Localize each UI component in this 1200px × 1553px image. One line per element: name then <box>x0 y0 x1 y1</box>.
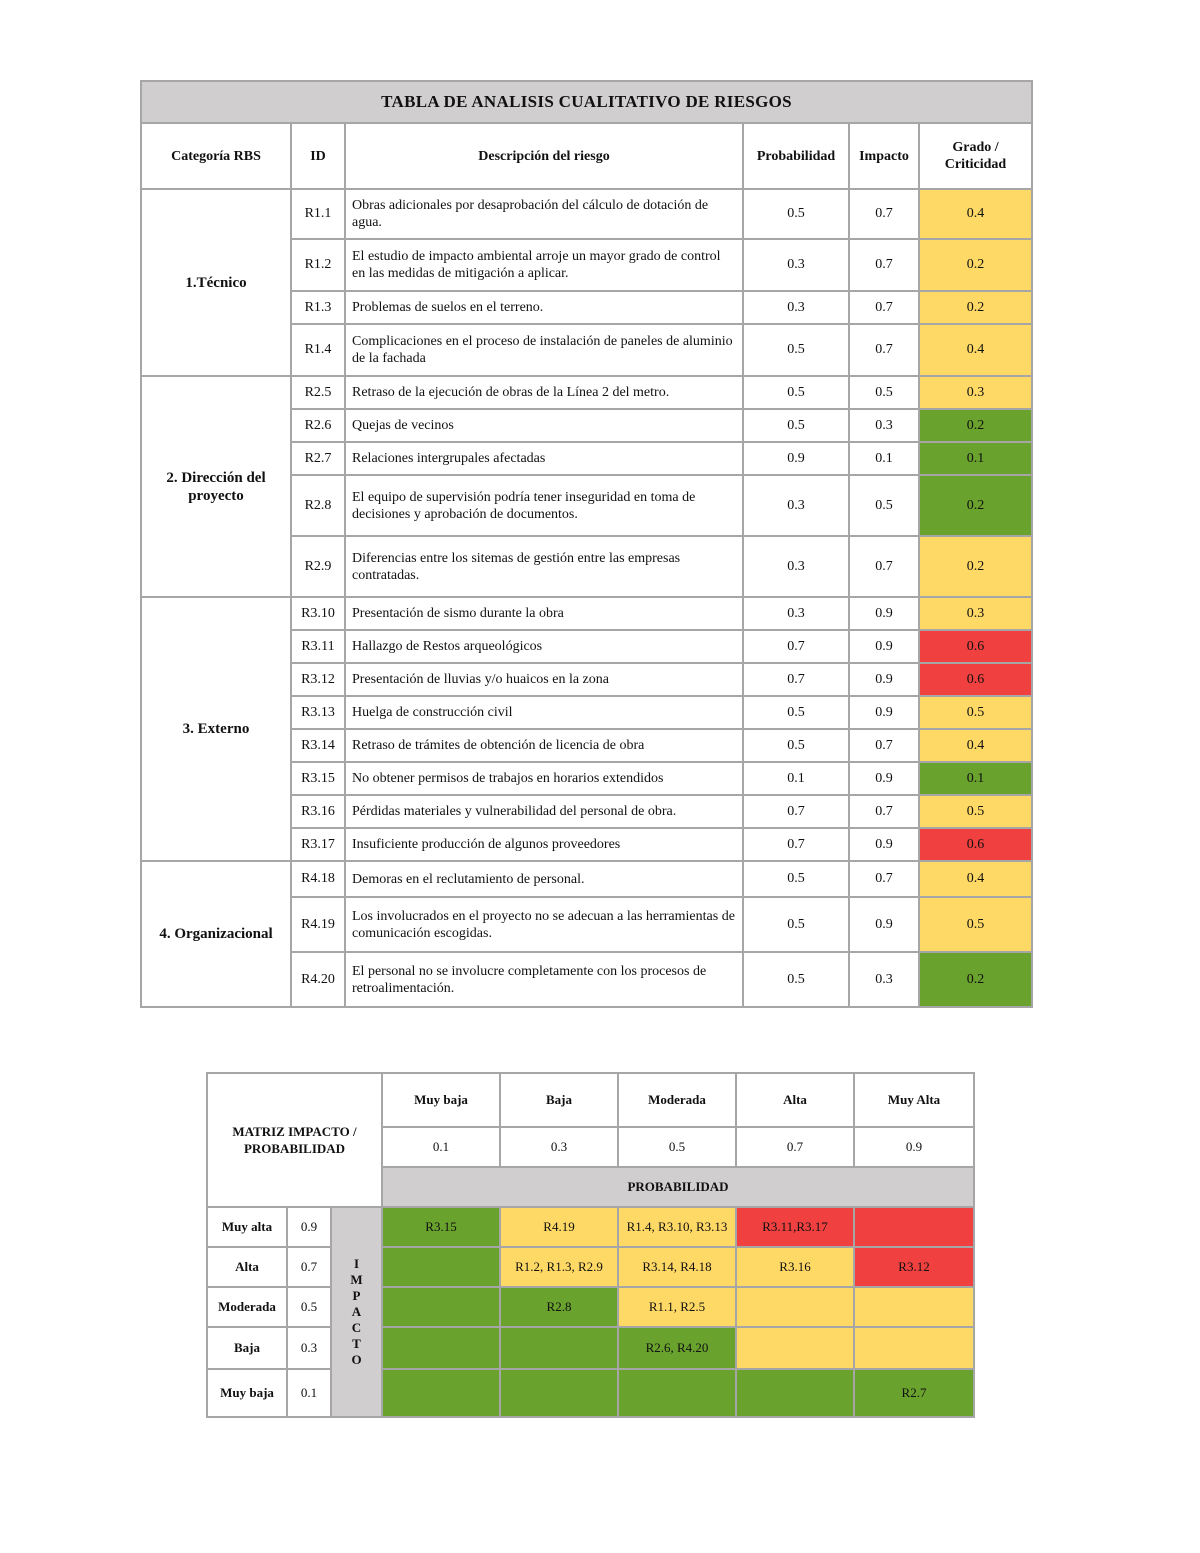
matrix-cell: R2.6, R4.20 <box>618 1327 736 1369</box>
risk-probability: 0.5 <box>743 729 849 762</box>
category-externo: 3. Externo <box>141 597 291 861</box>
impact-axis-letter: M <box>350 1272 363 1287</box>
matrix-cell <box>618 1369 736 1417</box>
risk-row <box>141 597 1032 630</box>
prob-value-muy-alta: 0.9 <box>854 1127 974 1167</box>
matrix-cell <box>854 1327 974 1369</box>
risk-probability: 0.3 <box>743 536 849 597</box>
risk-impact: 0.7 <box>849 861 919 897</box>
risk-grade: 0.1 <box>919 762 1032 795</box>
impact-axis-letter: P <box>352 1288 361 1303</box>
risk-probability: 0.7 <box>743 795 849 828</box>
prob-level-muy-baja: Muy baja <box>382 1073 500 1127</box>
risk-probability: 0.5 <box>743 696 849 729</box>
risk-description: Demoras en el reclutamiento de personal. <box>345 861 743 897</box>
matrix-cell: R3.16 <box>736 1247 854 1287</box>
matrix-cell <box>854 1287 974 1327</box>
risk-impact: 0.7 <box>849 324 919 376</box>
risk-id: R3.12 <box>291 663 345 696</box>
risk-id: R4.18 <box>291 861 345 897</box>
matrix-cell <box>382 1369 500 1417</box>
risk-description: Insuficiente producción de algunos proveedores <box>345 828 743 861</box>
risk-id: R1.3 <box>291 291 345 324</box>
risk-table-body <box>141 189 1032 1007</box>
prob-value-moderada: 0.5 <box>618 1127 736 1167</box>
risk-id: R2.6 <box>291 409 345 442</box>
risk-id: R3.15 <box>291 762 345 795</box>
risk-description: Retraso de la ejecución de obras de la Línea 2 del metro. <box>345 376 743 409</box>
risk-probability: 0.3 <box>743 475 849 536</box>
risk-grade: 0.4 <box>919 324 1032 376</box>
risk-impact: 0.7 <box>849 795 919 828</box>
risk-grade: 0.2 <box>919 239 1032 291</box>
matrix-row <box>207 1247 974 1287</box>
risk-row <box>141 376 1032 409</box>
risk-id: R4.19 <box>291 897 345 952</box>
risk-impact: 0.7 <box>849 189 919 239</box>
risk-description: No obtener permisos de trabajos en horarios extendidos <box>345 762 743 795</box>
prob-level-muy-alta: Muy Alta <box>854 1073 974 1127</box>
matrix-row <box>207 1207 974 1247</box>
risk-grade: 0.2 <box>919 475 1032 536</box>
impact-value: 0.3 <box>287 1327 331 1369</box>
risk-impact: 0.1 <box>849 442 919 475</box>
impact-axis-label <box>331 1207 382 1417</box>
risk-impact: 0.7 <box>849 536 919 597</box>
header-id: ID <box>291 123 345 189</box>
impact-axis-letter: O <box>351 1352 362 1367</box>
risk-description: Complicaciones en el proceso de instalación de paneles de aluminio de la fachada <box>345 324 743 376</box>
matrix-cell: R3.11,R3.17 <box>736 1207 854 1247</box>
risk-probability: 0.5 <box>743 897 849 952</box>
matrix-cell: R1.4, R3.10, R3.13 <box>618 1207 736 1247</box>
impact-axis-letter: I <box>353 1256 360 1271</box>
category-organizacional: 4. Organizacional <box>141 861 291 1007</box>
risk-probability: 0.7 <box>743 663 849 696</box>
risk-id: R2.9 <box>291 536 345 597</box>
risk-id: R3.17 <box>291 828 345 861</box>
matrix-cell: R2.8 <box>500 1287 618 1327</box>
risk-probability: 0.3 <box>743 239 849 291</box>
risk-impact: 0.9 <box>849 696 919 729</box>
risk-id: R3.13 <box>291 696 345 729</box>
risk-impact: 0.9 <box>849 630 919 663</box>
impact-axis-letter: A <box>351 1304 362 1319</box>
risk-id: R1.1 <box>291 189 345 239</box>
matrix-row <box>207 1287 974 1327</box>
risk-grade: 0.4 <box>919 729 1032 762</box>
risk-description: El equipo de supervisión podría tener inseguridad en toma de decisiones y aprobación de documentos. <box>345 475 743 536</box>
risk-grade: 0.5 <box>919 795 1032 828</box>
impact-level: Baja <box>207 1327 287 1369</box>
header-description: Descripción del riesgo <box>345 123 743 189</box>
category-direccion: 2. Dirección del proyecto <box>141 376 291 597</box>
risk-id: R1.4 <box>291 324 345 376</box>
risk-id: R2.8 <box>291 475 345 536</box>
risk-probability: 0.5 <box>743 376 849 409</box>
risk-description: El personal no se involucre completamente con los procesos de retroalimentación. <box>345 952 743 1007</box>
risk-id: R2.5 <box>291 376 345 409</box>
risk-description: Retraso de trámites de obtención de licencia de obra <box>345 729 743 762</box>
matrix-row <box>207 1327 974 1369</box>
risk-probability: 0.3 <box>743 597 849 630</box>
risk-description: Presentación de lluvias y/o huaicos en la zona <box>345 663 743 696</box>
risk-grade: 0.4 <box>919 189 1032 239</box>
matrix-cell <box>382 1247 500 1287</box>
risk-impact: 0.3 <box>849 409 919 442</box>
risk-impact: 0.9 <box>849 828 919 861</box>
risk-id: R3.16 <box>291 795 345 828</box>
matrix-cell <box>736 1287 854 1327</box>
risk-id: R3.14 <box>291 729 345 762</box>
risk-row <box>141 189 1032 239</box>
matrix-cell <box>382 1327 500 1369</box>
prob-value-alta: 0.7 <box>736 1127 854 1167</box>
risk-id: R2.7 <box>291 442 345 475</box>
risk-row <box>141 861 1032 897</box>
prob-value-baja: 0.3 <box>500 1127 618 1167</box>
risk-impact: 0.9 <box>849 897 919 952</box>
risk-description: Quejas de vecinos <box>345 409 743 442</box>
impact-level: Moderada <box>207 1287 287 1327</box>
category-tecnico: 1.Técnico <box>141 189 291 376</box>
risk-description: Obras adicionales por desaprobación del cálculo de dotación de agua. <box>345 189 743 239</box>
impact-level: Alta <box>207 1247 287 1287</box>
matrix-cell: R3.15 <box>382 1207 500 1247</box>
risk-grade: 0.1 <box>919 442 1032 475</box>
risk-description: Los involucrados en el proyecto no se adecuan a las herramientas de comunicación escogidas. <box>345 897 743 952</box>
risk-impact: 0.5 <box>849 376 919 409</box>
impact-value: 0.7 <box>287 1247 331 1287</box>
matrix-cell: R3.14, R4.18 <box>618 1247 736 1287</box>
header-impact: Impacto <box>849 123 919 189</box>
matrix-cell <box>736 1369 854 1417</box>
impact-value: 0.5 <box>287 1287 331 1327</box>
risk-probability: 0.5 <box>743 952 849 1007</box>
impact-level: Muy alta <box>207 1207 287 1247</box>
risk-description: Huelga de construcción civil <box>345 696 743 729</box>
risk-description: Relaciones intergrupales afectadas <box>345 442 743 475</box>
risk-grade: 0.3 <box>919 597 1032 630</box>
impact-value: 0.9 <box>287 1207 331 1247</box>
risk-id: R3.11 <box>291 630 345 663</box>
risk-id: R1.2 <box>291 239 345 291</box>
prob-value-muy-baja: 0.1 <box>382 1127 500 1167</box>
risk-grade: 0.4 <box>919 861 1032 897</box>
risk-impact: 0.9 <box>849 663 919 696</box>
risk-impact: 0.9 <box>849 762 919 795</box>
risk-probability: 0.5 <box>743 409 849 442</box>
risk-grade: 0.6 <box>919 663 1032 696</box>
risk-grade: 0.5 <box>919 696 1032 729</box>
risk-impact: 0.3 <box>849 952 919 1007</box>
matrix-title: MATRIZ IMPACTO / PROBABILIDAD <box>207 1073 382 1207</box>
risk-description: Problemas de suelos en el terreno. <box>345 291 743 324</box>
impact-level: Muy baja <box>207 1369 287 1417</box>
prob-level-baja: Baja <box>500 1073 618 1127</box>
impact-axis-letter: C <box>351 1320 362 1335</box>
matrix-cell <box>854 1207 974 1247</box>
risk-description: El estudio de impacto ambiental arroje un mayor grado de control en las medidas de mitigación a aplicar. <box>345 239 743 291</box>
risk-grade: 0.6 <box>919 828 1032 861</box>
risk-probability: 0.9 <box>743 442 849 475</box>
matrix-cell: R3.12 <box>854 1247 974 1287</box>
header-category: Categoría RBS <box>141 123 291 189</box>
matrix-cell: R1.2, R1.3, R2.9 <box>500 1247 618 1287</box>
impact-axis-letter: T <box>352 1336 361 1351</box>
impact-probability-matrix <box>206 1072 975 1418</box>
impact-value: 0.1 <box>287 1369 331 1417</box>
risk-impact: 0.5 <box>849 475 919 536</box>
risk-impact: 0.7 <box>849 291 919 324</box>
risk-id: R3.10 <box>291 597 345 630</box>
risk-description: Presentación de sismo durante la obra <box>345 597 743 630</box>
prob-level-alta: Alta <box>736 1073 854 1127</box>
risk-probability: 0.1 <box>743 762 849 795</box>
risk-grade: 0.2 <box>919 291 1032 324</box>
risk-impact: 0.7 <box>849 239 919 291</box>
risk-probability: 0.7 <box>743 630 849 663</box>
matrix-cell <box>500 1369 618 1417</box>
matrix-cell: R4.19 <box>500 1207 618 1247</box>
risk-probability: 0.5 <box>743 324 849 376</box>
matrix-cell: R1.1, R2.5 <box>618 1287 736 1327</box>
probability-axis-label: PROBABILIDAD <box>382 1167 974 1207</box>
risk-table-title: TABLA DE ANALISIS CUALITATIVO DE RIESGOS <box>141 81 1032 123</box>
risk-description: Pérdidas materiales y vulnerabilidad del personal de obra. <box>345 795 743 828</box>
risk-id: R4.20 <box>291 952 345 1007</box>
matrix-body <box>207 1207 974 1417</box>
risk-grade: 0.2 <box>919 952 1032 1007</box>
matrix-cell <box>500 1327 618 1369</box>
risk-grade: 0.5 <box>919 897 1032 952</box>
risk-analysis-table <box>140 80 1033 1008</box>
risk-impact: 0.9 <box>849 597 919 630</box>
header-probability: Probabilidad <box>743 123 849 189</box>
risk-probability: 0.5 <box>743 861 849 897</box>
prob-level-moderada: Moderada <box>618 1073 736 1127</box>
risk-grade: 0.3 <box>919 376 1032 409</box>
matrix-cell: R2.7 <box>854 1369 974 1417</box>
risk-grade: 0.2 <box>919 536 1032 597</box>
risk-description: Diferencias entre los sitemas de gestión entre las empresas contratadas. <box>345 536 743 597</box>
risk-grade: 0.6 <box>919 630 1032 663</box>
matrix-cell <box>382 1287 500 1327</box>
risk-table-header-row <box>141 123 1032 189</box>
risk-probability: 0.7 <box>743 828 849 861</box>
risk-impact: 0.7 <box>849 729 919 762</box>
matrix-row <box>207 1369 974 1417</box>
matrix-cell <box>736 1327 854 1369</box>
risk-probability: 0.3 <box>743 291 849 324</box>
risk-probability: 0.5 <box>743 189 849 239</box>
header-grade: Grado / Criticidad <box>919 123 1032 189</box>
risk-description: Hallazgo de Restos arqueológicos <box>345 630 743 663</box>
risk-grade: 0.2 <box>919 409 1032 442</box>
